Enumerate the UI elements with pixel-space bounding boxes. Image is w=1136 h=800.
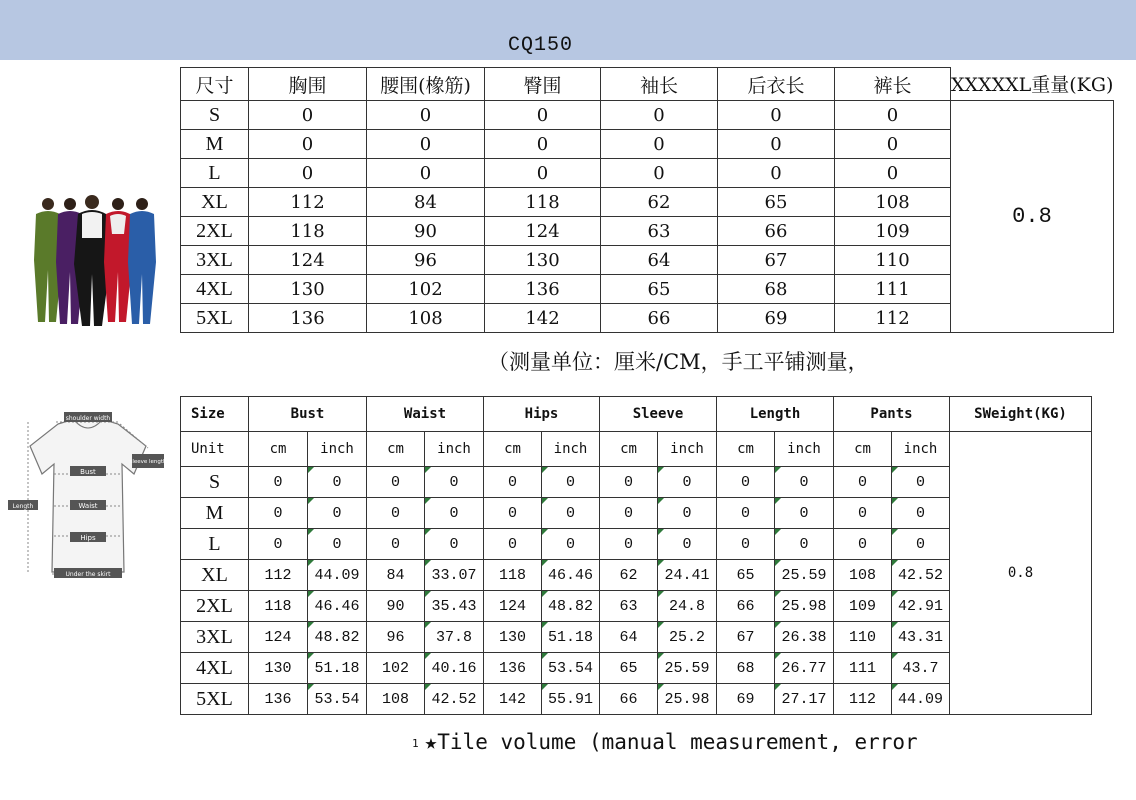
value-cell: 66 [601,304,718,333]
header-cell: 腰围(橡筋) [367,68,485,101]
value-cell: 0 [600,529,658,560]
unit-cell: inch [542,432,600,467]
value-cell: 0 [658,529,717,560]
value-cell: 0 [484,498,542,529]
value-cell: 55.91 [542,684,600,715]
value-cell: 0 [249,101,367,130]
value-cell: 0 [775,529,834,560]
value-cell: 68 [718,275,835,304]
value-cell: 0 [834,467,892,498]
unit-cell: cm [484,432,542,467]
value-cell: 142 [485,304,601,333]
value-cell: 46.46 [542,560,600,591]
value-cell: 0 [658,498,717,529]
value-cell: 26.38 [775,622,834,653]
value-cell: 112 [249,188,367,217]
size-cell: 3XL [181,622,249,653]
value-cell: 65 [718,188,835,217]
size-cell: XL [181,188,249,217]
header-cell: 裤长 [835,68,951,101]
value-cell: 0 [775,467,834,498]
size-cell: 3XL [181,246,249,275]
value-cell: 130 [484,622,542,653]
value-cell: 130 [249,653,308,684]
value-cell: 68 [717,653,775,684]
value-cell: 65 [601,275,718,304]
header-cell: Pants [834,397,950,432]
size-cell: 4XL [181,275,249,304]
value-cell: 43.7 [892,653,950,684]
value-cell: 0 [425,529,484,560]
value-cell: 0 [717,498,775,529]
value-cell: 90 [367,217,485,246]
value-cell: 63 [600,591,658,622]
value-cell: 25.2 [658,622,717,653]
value-cell: 0 [249,130,367,159]
value-cell: 0 [600,467,658,498]
table-header-row [181,68,1114,101]
value-cell: 63 [601,217,718,246]
value-cell: 124 [484,591,542,622]
unit-cell: cm [600,432,658,467]
value-cell: 0 [249,529,308,560]
value-cell: 111 [834,653,892,684]
value-cell: 0 [308,529,367,560]
value-cell: 25.59 [658,653,717,684]
table-header-row [181,397,1092,432]
measurement-note-en [412,730,918,754]
value-cell: 67 [718,246,835,275]
unit-cell: inch [308,432,367,467]
value-cell: 0 [835,130,951,159]
value-cell: 0 [835,101,951,130]
unit-cell: inch [658,432,717,467]
note-index: 1 [412,736,419,750]
value-cell: 0 [601,130,718,159]
value-cell: 44.09 [892,684,950,715]
value-cell: 25.59 [775,560,834,591]
size-cell: L [181,159,249,188]
value-cell: 102 [367,275,485,304]
value-cell: 51.18 [542,622,600,653]
size-cell: 5XL [181,304,249,333]
model-red [104,198,132,322]
value-cell: 0 [425,467,484,498]
size-cell: S [181,467,249,498]
value-cell: 142 [484,684,542,715]
value-cell: 118 [485,188,601,217]
header-cell: 胸围 [249,68,367,101]
value-cell: 0 [717,529,775,560]
size-cell: 5XL [181,684,249,715]
size-table-en [180,396,1092,715]
value-cell: 64 [601,246,718,275]
value-cell: 118 [249,217,367,246]
weight-cell: 0.8 [950,432,1092,715]
value-cell: 110 [835,246,951,275]
value-cell: 108 [367,684,425,715]
size-cell: M [181,498,249,529]
value-cell: 96 [367,246,485,275]
value-cell: 110 [834,622,892,653]
value-cell: 27.17 [775,684,834,715]
value-cell: 0 [835,159,951,188]
value-cell: 43.31 [892,622,950,653]
value-cell: 69 [717,684,775,715]
value-cell: 108 [835,188,951,217]
waist-label: Waist [78,502,98,510]
header-cell: 尺寸 [181,68,249,101]
value-cell: 37.8 [425,622,484,653]
value-cell: 0 [775,498,834,529]
value-cell: 108 [834,560,892,591]
model-blue [128,198,156,324]
value-cell: 0 [542,498,600,529]
value-cell: 25.98 [775,591,834,622]
value-cell: 0 [367,159,485,188]
size-cell: 4XL [181,653,249,684]
value-cell: 84 [367,560,425,591]
weight-header-cell: SWeight(KG) [950,397,1092,432]
value-cell: 118 [249,591,308,622]
value-cell: 0 [425,498,484,529]
shoulder-label: shoulder width [65,415,111,422]
value-cell: 65 [717,560,775,591]
value-cell: 0 [892,529,950,560]
value-cell: 109 [835,217,951,246]
value-cell: 108 [367,304,485,333]
value-cell: 0 [718,130,835,159]
value-cell: 67 [717,622,775,653]
value-cell: 112 [835,304,951,333]
header-cell: Waist [367,397,484,432]
value-cell: 118 [484,560,542,591]
value-cell: 0 [485,159,601,188]
value-cell: 0 [601,101,718,130]
value-cell: 90 [367,591,425,622]
value-cell: 124 [249,622,308,653]
under-skirt-label: Under the skirt [65,571,111,578]
header-cell: Bust [249,397,367,432]
value-cell: 102 [367,653,425,684]
value-cell: 48.82 [308,622,367,653]
value-cell: 0 [484,529,542,560]
value-cell: 66 [600,684,658,715]
value-cell: 25.98 [658,684,717,715]
value-cell: 0 [367,467,425,498]
value-cell: 53.54 [308,684,367,715]
length-label: Length [12,503,34,510]
measurement-note-cn: （测量单位：厘米/CM，手工平铺测量， [488,350,869,374]
value-cell: 0 [367,130,485,159]
value-cell: 0 [484,467,542,498]
value-cell: 46.46 [308,591,367,622]
header-cell: Size [181,397,249,432]
unit-cell: inch [425,432,484,467]
value-cell: 44.09 [308,560,367,591]
value-cell: 0 [892,498,950,529]
unit-cell: cm [717,432,775,467]
value-cell: 0 [718,159,835,188]
value-cell: 0 [717,467,775,498]
size-cell: 2XL [181,591,249,622]
models-photo [18,190,168,330]
value-cell: 69 [718,304,835,333]
unit-cell: inch [775,432,834,467]
value-cell: 112 [249,560,308,591]
value-cell: 66 [718,217,835,246]
value-cell: 0 [542,467,600,498]
header-cell: Length [717,397,834,432]
garment-measurement-diagram [8,402,168,590]
value-cell: 0 [485,101,601,130]
value-cell: 62 [601,188,718,217]
value-cell: 42.52 [892,560,950,591]
value-cell: 24.41 [658,560,717,591]
value-cell: 0 [249,467,308,498]
value-cell: 62 [600,560,658,591]
value-cell: 0 [600,498,658,529]
value-cell: 26.77 [775,653,834,684]
value-cell: 111 [835,275,951,304]
value-cell: 51.18 [308,653,367,684]
value-cell: 0 [658,467,717,498]
size-cell: XL [181,560,249,591]
value-cell: 0 [249,498,308,529]
value-cell: 0 [308,498,367,529]
value-cell: 48.82 [542,591,600,622]
value-cell: 96 [367,622,425,653]
value-cell: 0 [485,130,601,159]
value-cell: 42.91 [892,591,950,622]
header-cell: 臀围 [485,68,601,101]
value-cell: 109 [834,591,892,622]
value-cell: 64 [600,622,658,653]
value-cell: 0 [367,101,485,130]
unit-cell: cm [249,432,308,467]
value-cell: 40.16 [425,653,484,684]
size-cell: M [181,130,249,159]
size-table-cn [180,67,1114,333]
value-cell: 42.52 [425,684,484,715]
value-cell: 0 [892,467,950,498]
value-cell: 53.54 [542,653,600,684]
header-cell: 袖长 [601,68,718,101]
value-cell: 136 [249,304,367,333]
bust-label: Bust [80,468,96,476]
value-cell: 66 [717,591,775,622]
value-cell: 0 [367,529,425,560]
unit-cell: cm [834,432,892,467]
value-cell: 0 [367,498,425,529]
value-cell: 0 [834,498,892,529]
value-cell: 136 [484,653,542,684]
value-cell: 130 [249,275,367,304]
value-cell: 112 [834,684,892,715]
size-cell: S [181,101,249,130]
unit-row [181,432,1092,467]
value-cell: 136 [485,275,601,304]
value-cell: 130 [485,246,601,275]
value-cell: 0 [718,101,835,130]
value-cell: 124 [249,246,367,275]
header-cell: 后衣长 [718,68,835,101]
value-cell: 65 [600,653,658,684]
header-cell: Hips [484,397,600,432]
value-cell: 84 [367,188,485,217]
value-cell: 0 [249,159,367,188]
value-cell: 24.8 [658,591,717,622]
value-cell: 124 [485,217,601,246]
unit-label-cell: Unit [181,432,249,467]
header-cell: Sleeve [600,397,717,432]
value-cell: 136 [249,684,308,715]
note-text: ★Tile volume (manual measurement, error [424,730,918,754]
sleeve-label: sleeve length [129,459,167,465]
value-cell: 0 [601,159,718,188]
weight-cell: 0.8 [951,101,1114,333]
unit-cell: inch [892,432,950,467]
size-cell: L [181,529,249,560]
value-cell: 0 [308,467,367,498]
value-cell: 33.07 [425,560,484,591]
value-cell: 0 [834,529,892,560]
value-cell: 0 [542,529,600,560]
size-cell: 2XL [181,217,249,246]
table-row [181,101,1114,130]
value-cell: 35.43 [425,591,484,622]
product-code: CQ150 [508,34,574,57]
unit-cell: cm [367,432,425,467]
hips-label: Hips [80,534,96,542]
weight-header-cell: XXXXXL重量(KG) [951,68,1114,101]
